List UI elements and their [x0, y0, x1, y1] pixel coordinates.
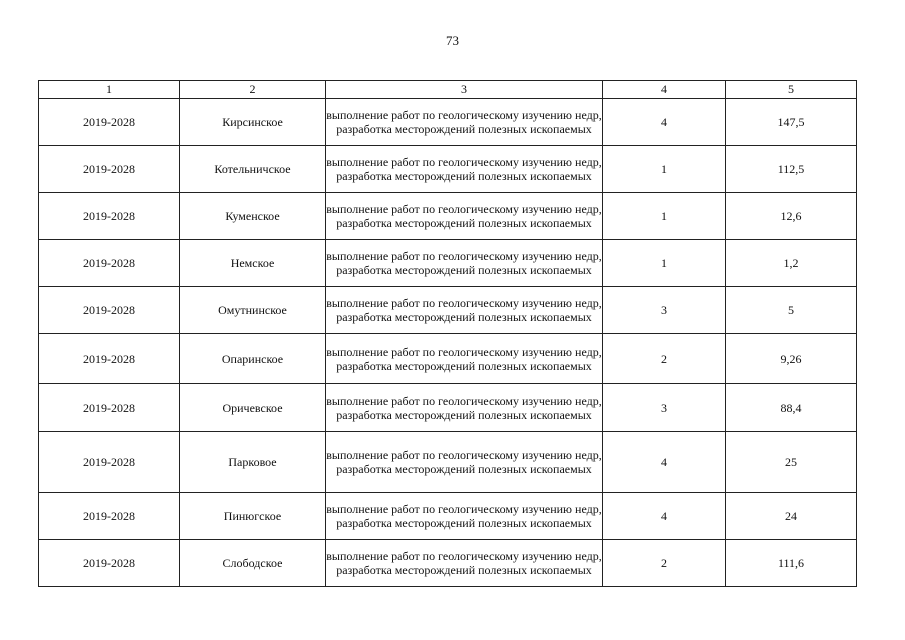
name-cell: Куменское: [180, 193, 326, 240]
name-cell: Омутнинское: [180, 287, 326, 334]
description-cell: выполнение работ по геологическому изучению недр, разработка месторождений полезных ископаемых: [326, 384, 603, 432]
description-cell: выполнение работ по геологическому изучению недр, разработка месторождений полезных ископаемых: [326, 146, 603, 193]
column-header-5: 5: [726, 81, 857, 99]
table-row: [39, 334, 857, 384]
table-row: [39, 240, 857, 287]
count-cell: 4: [603, 432, 726, 493]
period-cell: 2019-2028: [39, 193, 180, 240]
period-cell: 2019-2028: [39, 384, 180, 432]
value-cell: 147,5: [726, 99, 857, 146]
name-cell: Опаринское: [180, 334, 326, 384]
value-cell: 88,4: [726, 384, 857, 432]
name-cell: Пинюгское: [180, 493, 326, 540]
count-cell: 1: [603, 146, 726, 193]
table-body: [39, 99, 857, 587]
description-cell: выполнение работ по геологическому изучению недр, разработка месторождений полезных ископаемых: [326, 540, 603, 587]
count-cell: 1: [603, 240, 726, 287]
name-cell: Оричевское: [180, 384, 326, 432]
name-cell: Кирсинское: [180, 99, 326, 146]
period-cell: 2019-2028: [39, 334, 180, 384]
count-cell: 1: [603, 193, 726, 240]
table-row: [39, 287, 857, 334]
name-cell: Парковое: [180, 432, 326, 493]
name-cell: Немское: [180, 240, 326, 287]
table-row: [39, 384, 857, 432]
name-cell: Котельничское: [180, 146, 326, 193]
column-header-1: 1: [39, 81, 180, 99]
value-cell: 1,2: [726, 240, 857, 287]
value-cell: 111,6: [726, 540, 857, 587]
value-cell: 9,26: [726, 334, 857, 384]
period-cell: 2019-2028: [39, 287, 180, 334]
description-cell: выполнение работ по геологическому изучению недр, разработка месторождений полезных ископаемых: [326, 193, 603, 240]
table-row: [39, 99, 857, 146]
value-cell: 24: [726, 493, 857, 540]
table-row: [39, 540, 857, 587]
table-row: [39, 493, 857, 540]
description-cell: выполнение работ по геологическому изучению недр, разработка месторождений полезных ископаемых: [326, 493, 603, 540]
page-number: 73: [446, 33, 459, 48]
description-cell: выполнение работ по геологическому изучению недр, разработка месторождений полезных ископаемых: [326, 334, 603, 384]
description-cell: выполнение работ по геологическому изучению недр, разработка месторождений полезных ископаемых: [326, 432, 603, 493]
period-cell: 2019-2028: [39, 240, 180, 287]
count-cell: 4: [603, 493, 726, 540]
count-cell: 3: [603, 287, 726, 334]
column-header-2: 2: [180, 81, 326, 99]
count-cell: 4: [603, 99, 726, 146]
value-cell: 5: [726, 287, 857, 334]
period-cell: 2019-2028: [39, 493, 180, 540]
column-header-3: 3: [326, 81, 603, 99]
description-cell: выполнение работ по геологическому изучению недр, разработка месторождений полезных ископаемых: [326, 287, 603, 334]
count-cell: 2: [603, 540, 726, 587]
value-cell: 112,5: [726, 146, 857, 193]
period-cell: 2019-2028: [39, 146, 180, 193]
value-cell: 12,6: [726, 193, 857, 240]
count-cell: 2: [603, 334, 726, 384]
period-cell: 2019-2028: [39, 540, 180, 587]
table-row: [39, 146, 857, 193]
column-header-4: 4: [603, 81, 726, 99]
table-row: [39, 193, 857, 240]
value-cell: 25: [726, 432, 857, 493]
description-cell: выполнение работ по геологическому изучению недр, разработка месторождений полезных ископаемых: [326, 99, 603, 146]
count-cell: 3: [603, 384, 726, 432]
table-row: [39, 432, 857, 493]
description-cell: выполнение работ по геологическому изучению недр, разработка месторождений полезных ископаемых: [326, 240, 603, 287]
data-table: [38, 80, 857, 587]
period-cell: 2019-2028: [39, 99, 180, 146]
name-cell: Слободское: [180, 540, 326, 587]
header-row: [39, 81, 857, 99]
period-cell: 2019-2028: [39, 432, 180, 493]
